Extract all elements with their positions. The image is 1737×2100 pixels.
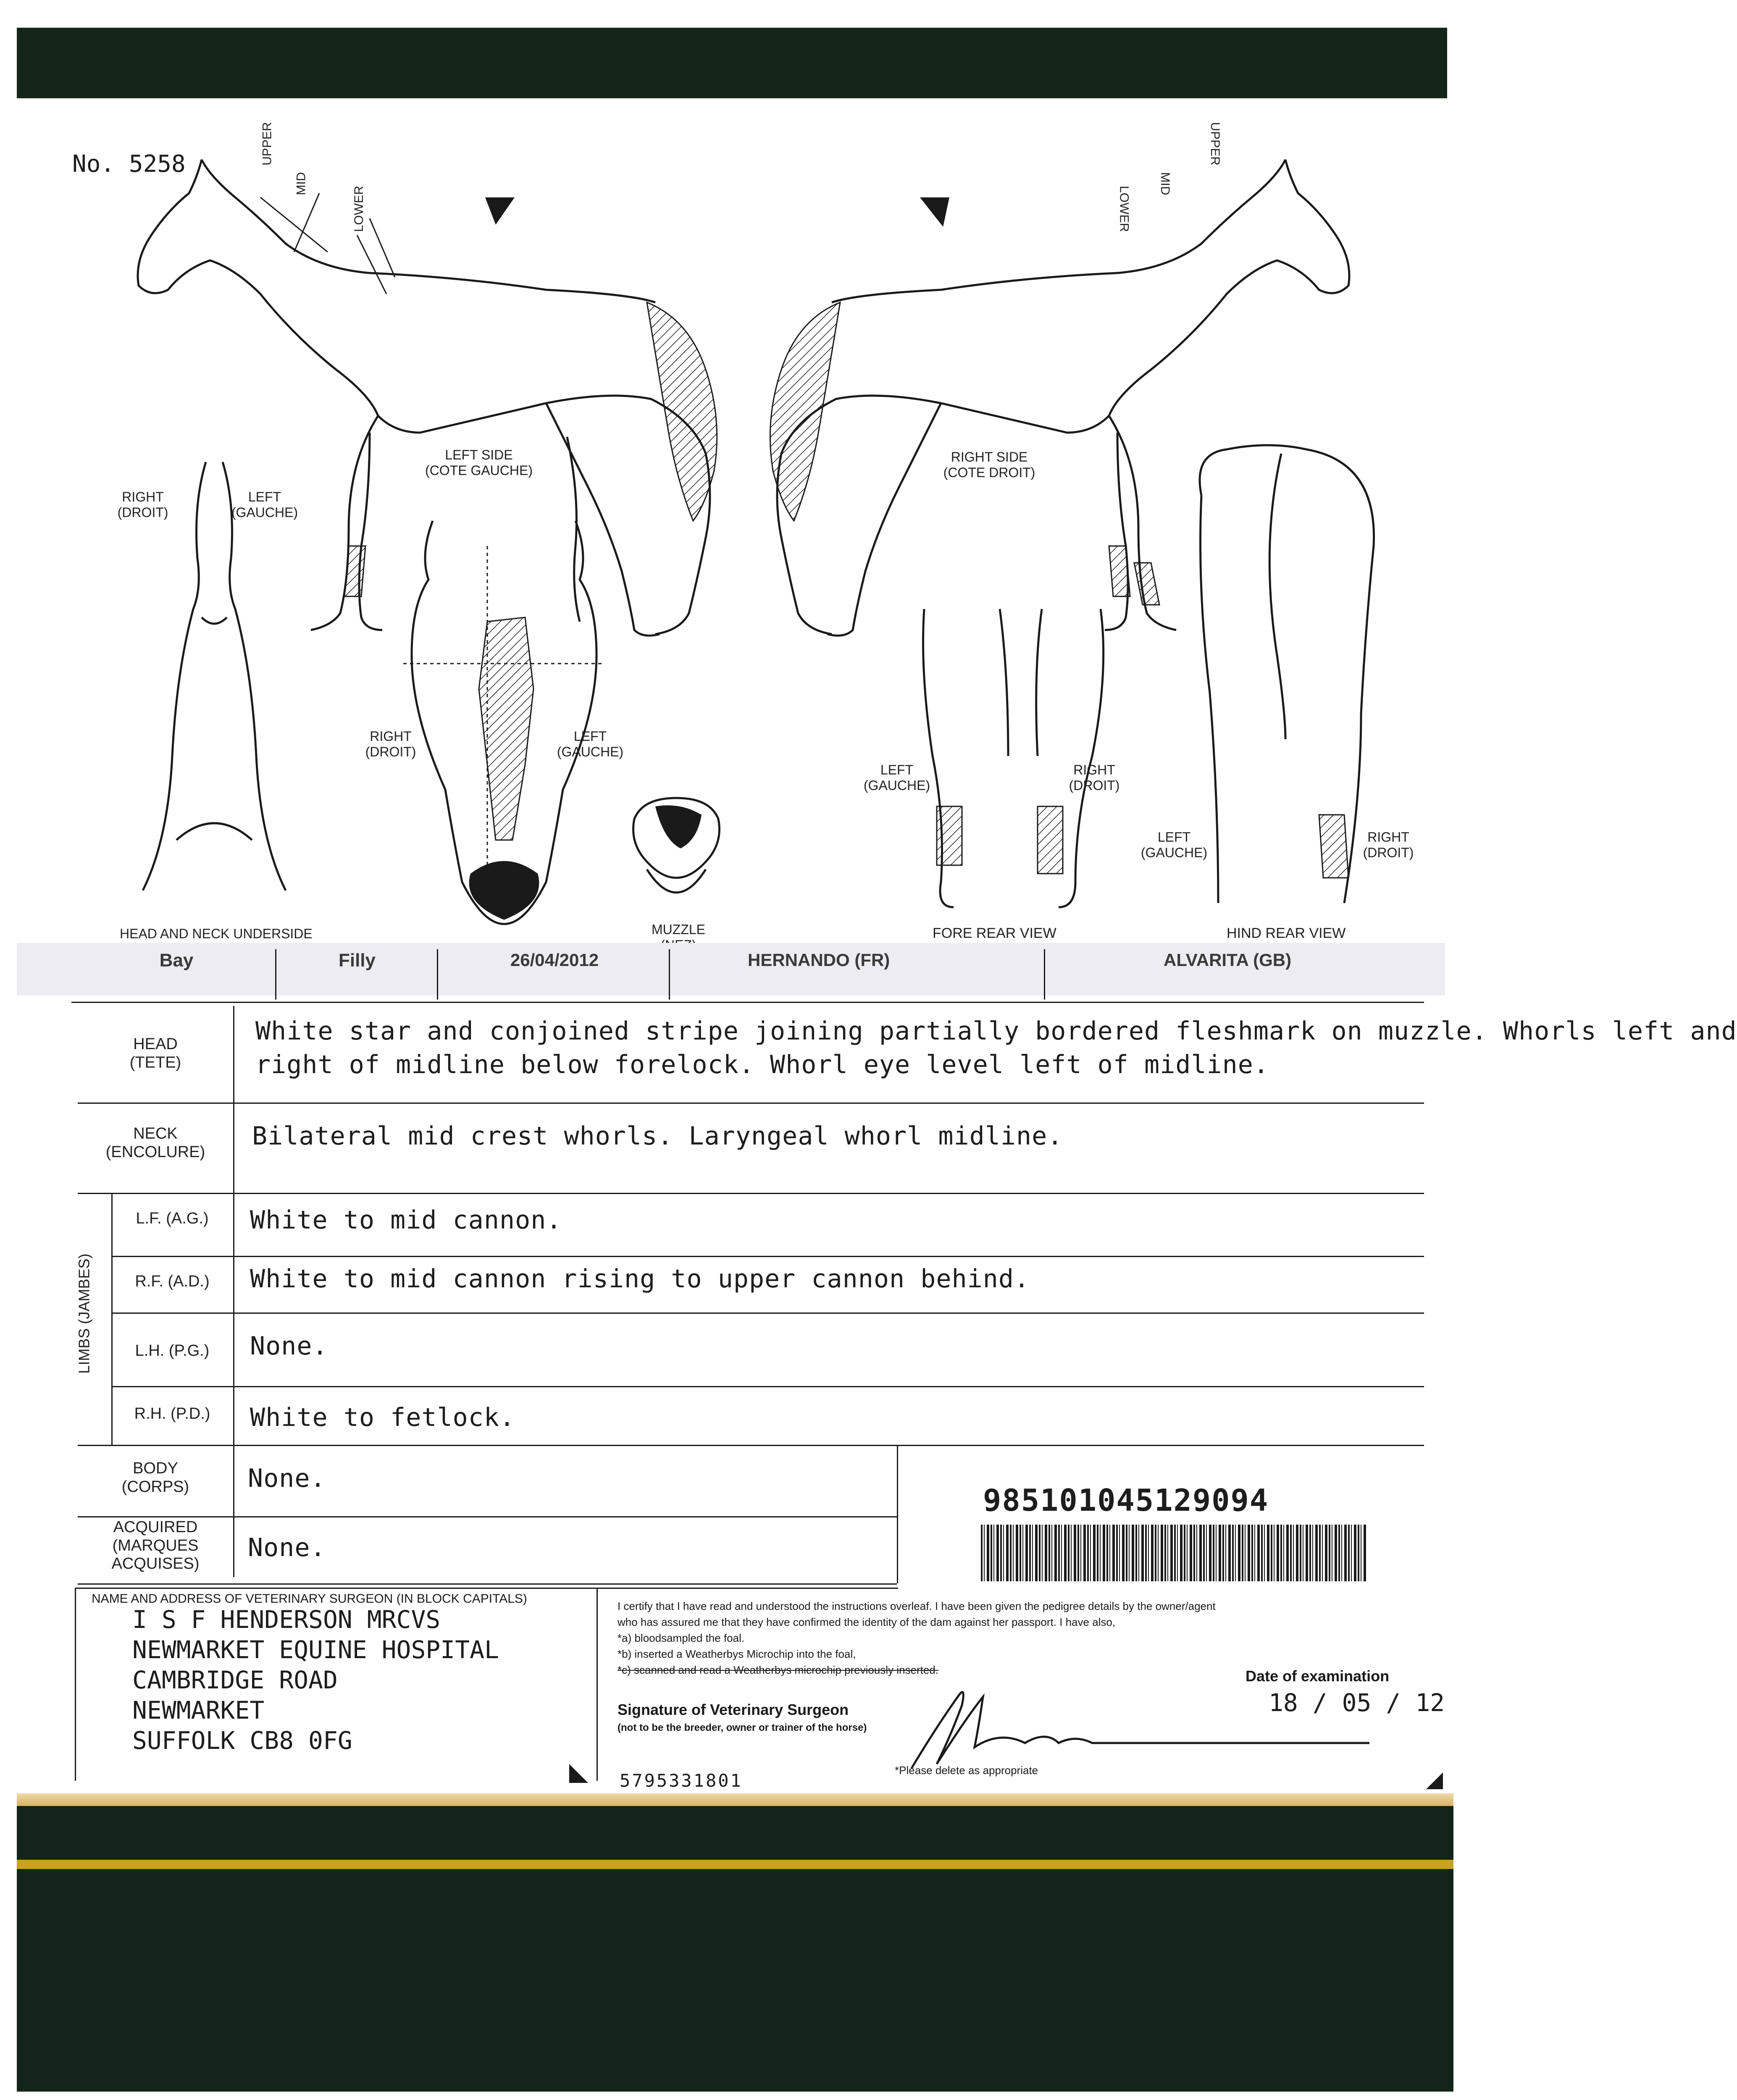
label-left-fr: (GAUCHE) <box>1140 845 1208 860</box>
rf-label: R.F. (A.D.) <box>135 1273 210 1290</box>
neck-label-en: NECK <box>133 1125 178 1142</box>
label-left-side-fr: (COTE GAUCHE) <box>425 462 533 478</box>
label-left-en: LEFT <box>1157 830 1191 845</box>
acquired-label-fr2: ACQUISES) <box>111 1555 200 1573</box>
label-right-fr: (DROIT) <box>1069 777 1120 793</box>
signature-note: (not to be the breeder, owner or trainer of the horse) <box>618 1722 867 1733</box>
body-label-en: BODY <box>133 1460 178 1477</box>
rh-markings: White to fetlock. <box>250 1403 515 1432</box>
lf-label: L.F. (A.G.) <box>136 1210 209 1227</box>
date-of-birth-value: 26/04/2012 <box>510 950 599 970</box>
please-delete-note: *Please delete as appropriate <box>895 1764 1038 1777</box>
head-markings-line2: right of midline below forelock. Whorl eye level left of midline. <box>255 1050 1269 1079</box>
label-left-en: LEFT <box>573 729 607 744</box>
label-right-en: RIGHT <box>370 729 412 744</box>
acquired-markings: None. <box>248 1533 326 1562</box>
vet-heading: NAME AND ADDRESS OF VETERINARY SURGEON (IN BLOCK CAPITALS) <box>92 1592 527 1606</box>
vet-address-line: CAMBRIDGE ROAD <box>132 1666 338 1694</box>
label-hind-rear-view: HIND REAR VIEW <box>1227 925 1346 941</box>
vet-address-line: NEWMARKET <box>132 1696 265 1725</box>
label-fore-rear-view: FORE REAR VIEW <box>933 925 1056 941</box>
vet-address-line: SUFFOLK CB8 0FG <box>132 1726 352 1755</box>
cert-line: who has assured me that they have confirmed the identity of the dam against her passport. I have also, <box>618 1616 1116 1628</box>
lh-label: L.H. (P.G.) <box>135 1342 210 1360</box>
acquired-label-fr1: (MARQUES <box>112 1536 199 1554</box>
acquired-label-en: ACQUIRED <box>113 1518 198 1536</box>
sire-value: HERNANDO (FR) <box>748 950 890 970</box>
cert-option-a: *a) bloodsampled the foal. <box>618 1632 745 1644</box>
rh-label: R.H. (P.D.) <box>134 1405 210 1423</box>
date-of-examination-value: 18 / 05 / 12 <box>1269 1688 1445 1717</box>
label-right-side-fr: (COTE DROIT) <box>943 465 1035 480</box>
form-serial-number: 5795331801 <box>620 1770 743 1791</box>
label-upper-left: UPPER <box>260 122 274 165</box>
label-left-fr: (GAUCHE) <box>863 777 930 793</box>
vet-address-line: NEWMARKET EQUINE HOSPITAL <box>132 1635 499 1664</box>
corner-triangle-icon <box>569 1764 588 1783</box>
label-lower-right: LOWER <box>1117 186 1131 232</box>
label-head-neck-underside: HEAD AND NECK UNDERSIDE <box>120 926 313 941</box>
lh-markings: None. <box>250 1331 328 1361</box>
label-left-side-en: LEFT SIDE <box>445 447 513 462</box>
label-right-en: RIGHT <box>1073 762 1115 777</box>
label-left-fr: (GAUCHE) <box>231 504 298 520</box>
cert-option-c: *c) scanned and read a Weatherbys microchip previously inserted. <box>618 1664 939 1676</box>
cert-line: I certify that I have read and understood the instructions overleaf. I have been given the pedigree details by the owner/agent <box>618 1600 1216 1612</box>
label-upper-right: UPPER <box>1208 122 1222 165</box>
corner-triangle-icon <box>1426 1772 1443 1789</box>
head-label-en: HEAD <box>133 1035 178 1053</box>
label-muzzle-en: MUZZLE <box>652 922 705 937</box>
label-lower-left: LOWER <box>352 186 366 232</box>
neck-markings: Bilateral mid crest whorls. Laryngeal whorl midline. <box>252 1121 1063 1151</box>
signature-label: Signature of Veterinary Surgeon <box>618 1701 849 1718</box>
label-left-en: LEFT <box>880 762 914 777</box>
label-right-side-en: RIGHT SIDE <box>951 449 1028 465</box>
body-label-fr: (CORPS) <box>121 1478 189 1496</box>
label-right-en: RIGHT <box>1367 830 1409 845</box>
sex-value: Filly <box>338 950 376 971</box>
body-markings: None. <box>248 1464 326 1493</box>
dam-value: ALVARITA (GB) <box>1164 950 1292 970</box>
head-label-fr: (TETE) <box>129 1053 181 1071</box>
label-left-fr: (GAUCHE) <box>557 744 624 759</box>
label-mid-left: MID <box>294 172 308 195</box>
cert-option-b: *b) inserted a Weatherbys Microchip into the foal, <box>618 1648 856 1660</box>
rf-markings: White to mid cannon rising to upper cannon behind. <box>250 1264 1030 1294</box>
neck-label-fr: (ENCOLURE) <box>105 1143 205 1161</box>
label-left-en: LEFT <box>248 489 281 504</box>
label-right-fr: (DROIT) <box>365 744 416 759</box>
colour-value: Bay <box>159 950 194 971</box>
label-right-fr: (DROIT) <box>117 504 168 520</box>
date-of-examination-label: Date of examination <box>1246 1667 1390 1685</box>
passport-number: No. 5258 <box>72 150 186 178</box>
label-mid-right: MID <box>1158 172 1172 195</box>
label-right-en: RIGHT <box>122 489 164 504</box>
label-right-fr: (DROIT) <box>1363 845 1414 860</box>
vet-address-line: I S F HENDERSON MRCVS <box>132 1605 441 1634</box>
microchip-number: 985101045129094 <box>983 1483 1269 1518</box>
lf-markings: White to mid cannon. <box>250 1205 562 1235</box>
limbs-label: LIMBS (JAMBES) <box>75 1253 93 1374</box>
head-markings-line1: White star and conjoined stripe joining partially bordered fleshmark on muzzle. Whorls left and <box>255 1016 1737 1046</box>
